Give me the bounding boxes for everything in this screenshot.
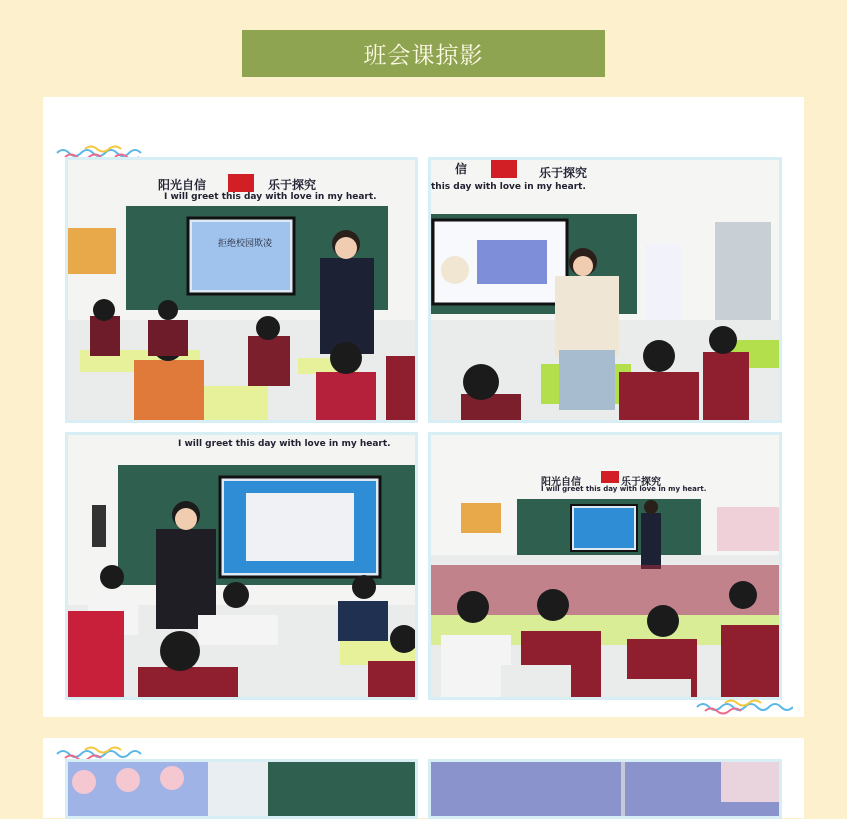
classroom-photo-3 xyxy=(65,432,418,700)
classroom-photo-1 xyxy=(65,157,418,423)
classroom-photo-2 xyxy=(428,157,782,423)
section-title-banner xyxy=(242,30,605,77)
section-title: 班会课掠影 xyxy=(363,43,484,69)
classroom-photo-4 xyxy=(428,432,782,700)
classroom-photo-5 xyxy=(65,759,418,819)
wall-slogan-cn-2: 乐于探究 xyxy=(621,477,661,488)
decorative-wave-icon xyxy=(695,699,793,715)
wall-slogan-en: I will greet this day with love in my heart. xyxy=(541,485,707,493)
screen-title: 拒绝校园欺凌 xyxy=(218,239,273,249)
wall-slogan-en: this day with love in my heart. xyxy=(431,182,586,192)
wall-slogan-en: I will greet this day with love in my heart. xyxy=(164,192,377,202)
wall-slogan-cn-2: 乐于探究 xyxy=(539,166,588,180)
wall-slogan-cn: 阳光自信 xyxy=(541,477,581,488)
wall-slogan-cn: 信 xyxy=(455,162,468,176)
photo-gallery-card-2 xyxy=(43,738,804,818)
wall-slogan-cn: 阳光自信 xyxy=(158,178,207,192)
photo-gallery-card xyxy=(43,97,804,717)
classroom-photo-6 xyxy=(428,759,782,819)
wall-slogan-cn-2: 乐于探究 xyxy=(268,178,317,192)
wall-slogan-en: I will greet this day with love in my heart. xyxy=(178,439,391,449)
